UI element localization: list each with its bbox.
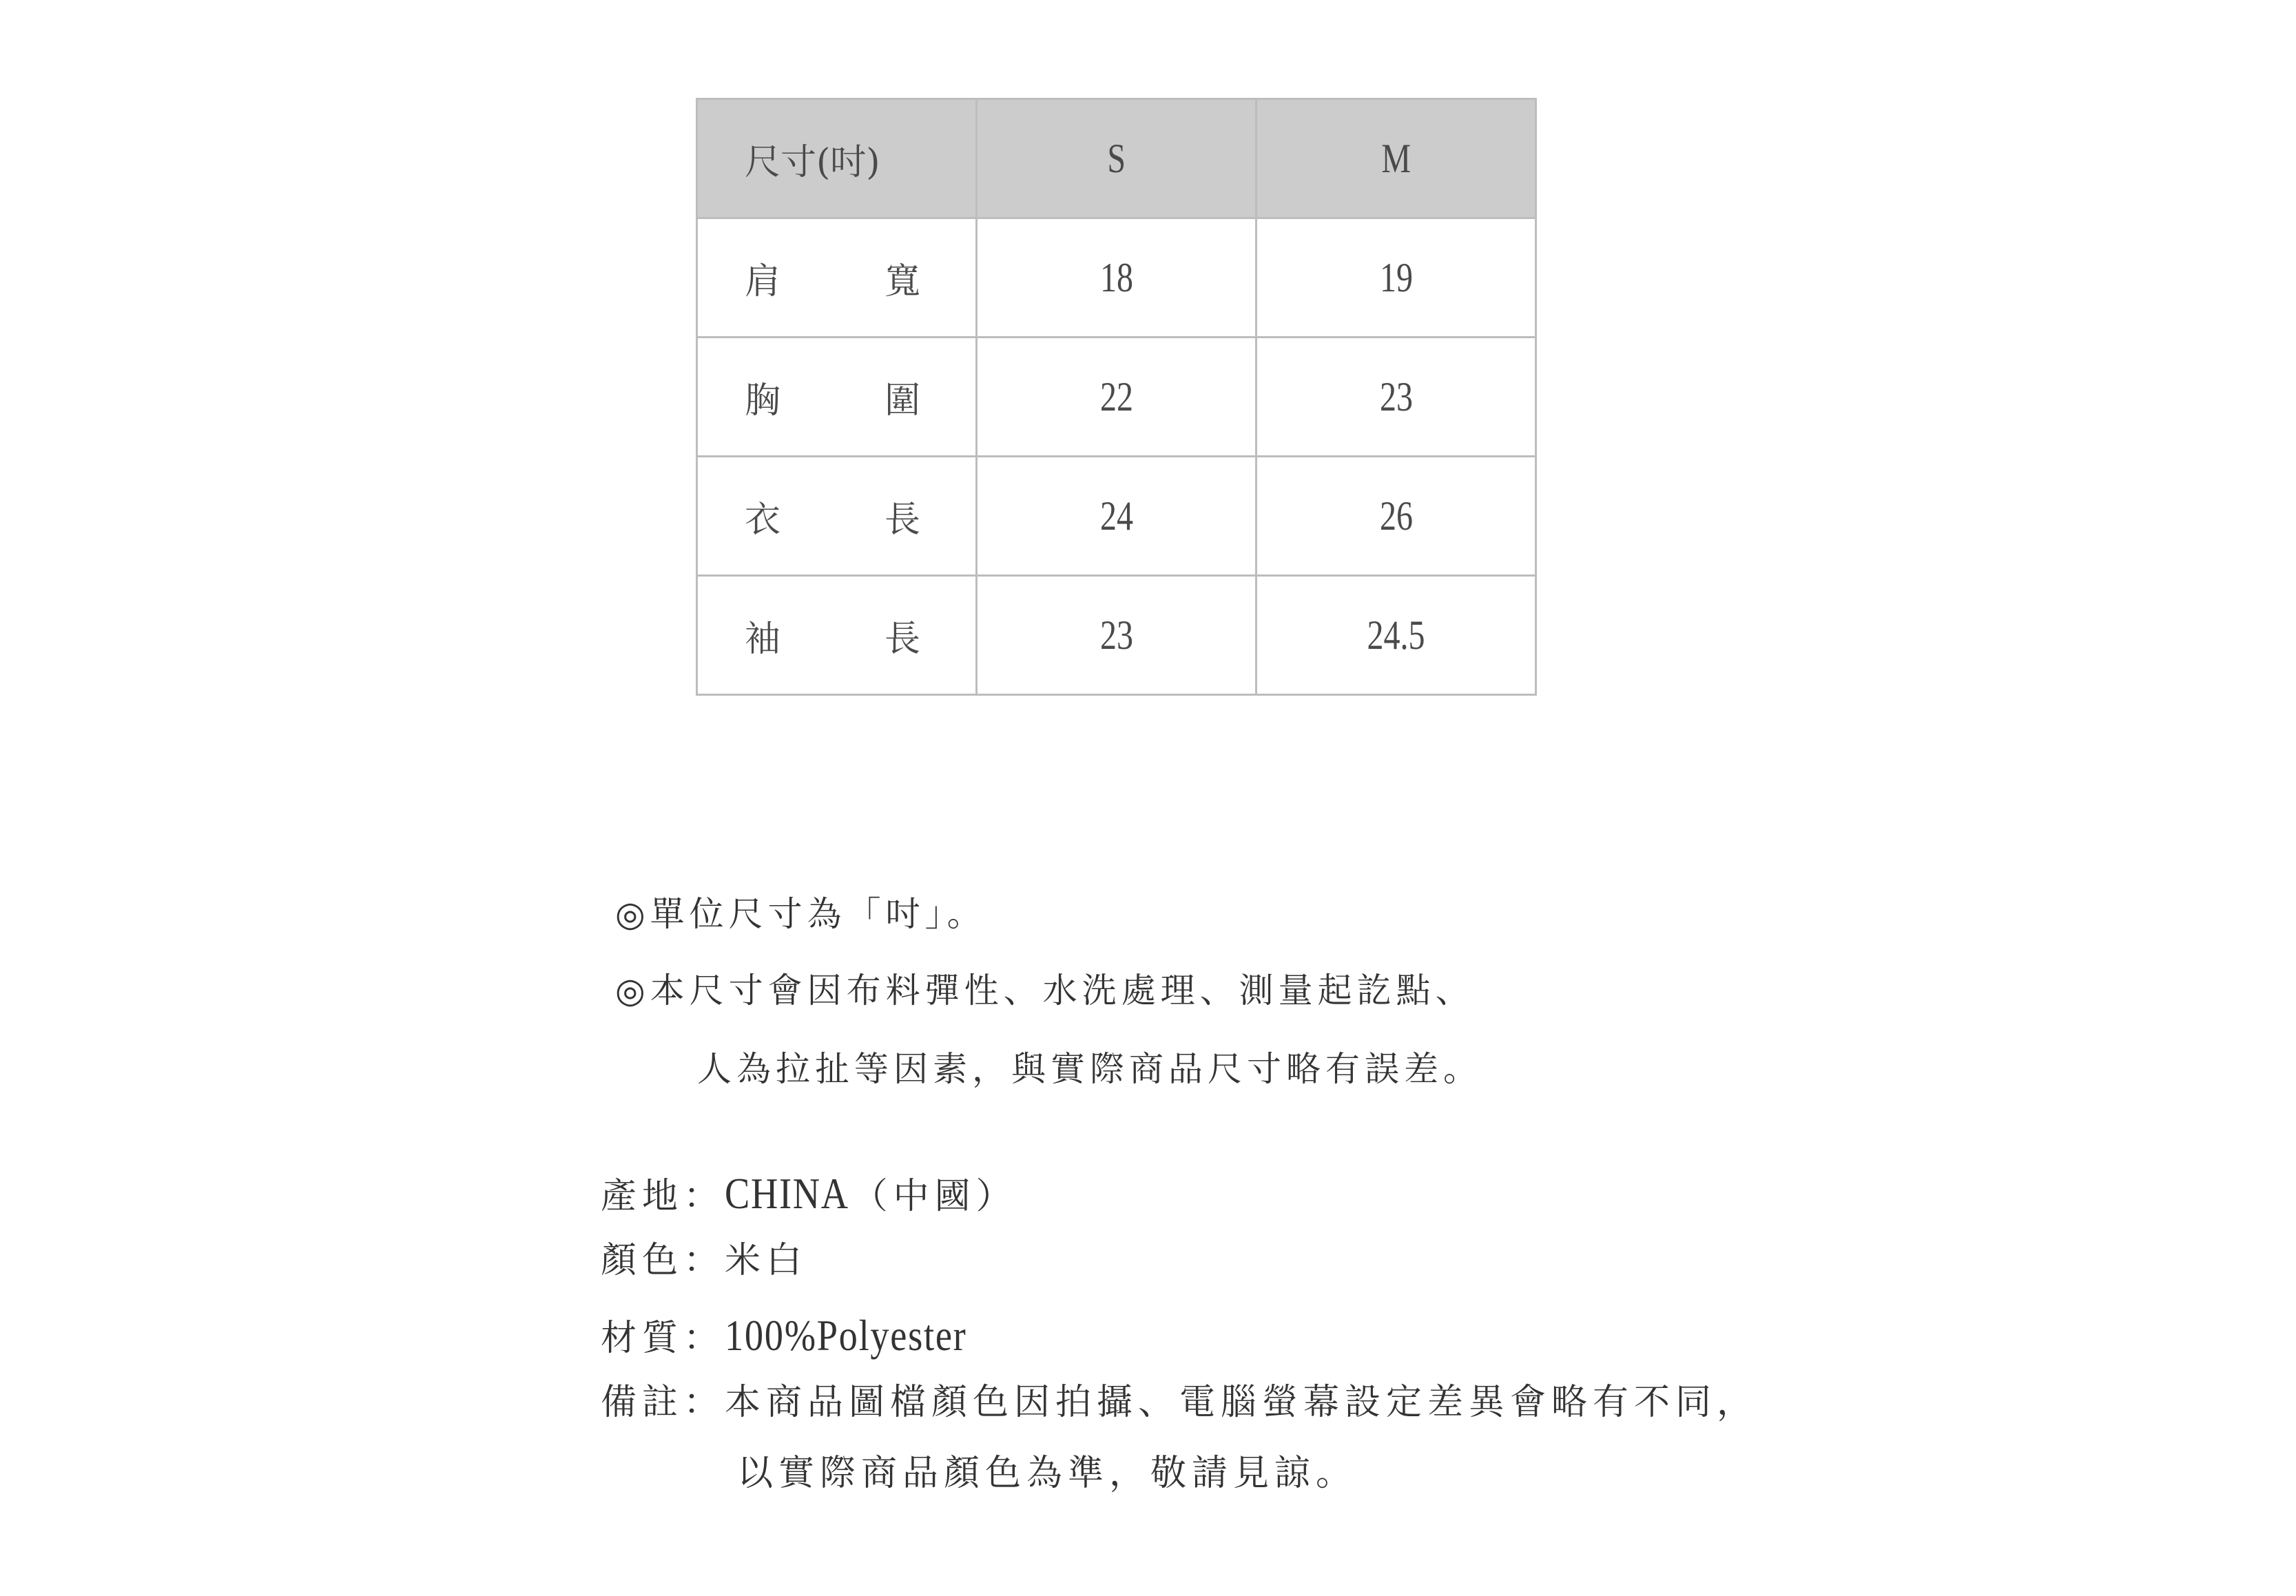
row-label-char: 圍 xyxy=(884,380,920,422)
cell-value: 18 xyxy=(1099,254,1133,300)
spec-material xyxy=(601,1311,1010,1360)
cell-value: 23 xyxy=(1379,373,1413,419)
row-label-char: 胸 xyxy=(745,380,781,422)
cell-m xyxy=(1256,338,1536,457)
table-row xyxy=(697,576,1536,695)
note-tolerance: ◎本尺寸會因布料彈性、水洗處理、測量起訖點、 xyxy=(615,971,1475,1011)
spec-origin-label: 產地： xyxy=(601,1176,725,1217)
cell-value: 19 xyxy=(1379,254,1413,300)
spec-remark-line2: 以實際商品顏色為準，敬請見諒。 xyxy=(737,1453,1358,1494)
header-cell-size-unit xyxy=(697,99,977,218)
note-tolerance-cont: 人為拉扯等因素，與實際商品尺寸略有誤差。 xyxy=(697,1049,1482,1089)
row-label xyxy=(697,218,977,338)
table-row xyxy=(697,457,1536,576)
table-row xyxy=(697,338,1536,457)
table-header-row xyxy=(697,99,1536,218)
spec-color-label: 顏色： xyxy=(601,1240,725,1281)
spec-origin-value: CHINA xyxy=(725,1169,849,1218)
spec-origin-value-zh: （中國） xyxy=(851,1176,1017,1217)
cell-s xyxy=(977,576,1256,695)
header-label: M xyxy=(1381,135,1411,181)
spec-remark-label: 備註： xyxy=(601,1382,725,1423)
spec-origin xyxy=(601,1169,1017,1218)
table-row xyxy=(697,218,1536,338)
header-label: 尺寸(吋) xyxy=(745,141,880,183)
row-label xyxy=(697,338,977,457)
cell-value: 24.5 xyxy=(1367,612,1425,658)
row-label-char: 長 xyxy=(884,499,920,541)
spec-material-label: 材質： xyxy=(601,1318,725,1359)
cell-m xyxy=(1256,457,1536,576)
row-label-char: 肩 xyxy=(745,260,781,302)
cell-value: 26 xyxy=(1379,493,1413,539)
spec-material-value: 100%Polyester xyxy=(725,1311,967,1360)
row-label-char: 長 xyxy=(884,618,920,660)
cell-value: 23 xyxy=(1099,612,1133,658)
cell-s xyxy=(977,338,1256,457)
size-chart-table xyxy=(696,98,1537,696)
spec-remark xyxy=(601,1382,1759,1423)
cell-s xyxy=(977,218,1256,338)
row-label xyxy=(697,576,977,695)
cell-m xyxy=(1256,576,1536,695)
note-unit: ◎單位尺寸為「吋」。 xyxy=(615,894,986,934)
row-label-char: 袖 xyxy=(745,618,781,660)
cell-m xyxy=(1256,218,1536,338)
cell-s xyxy=(977,457,1256,576)
header-cell-s xyxy=(977,99,1256,218)
spec-remark-cont xyxy=(737,1453,1358,1494)
row-label xyxy=(697,457,977,576)
header-cell-m xyxy=(1256,99,1536,218)
spec-color xyxy=(601,1240,808,1281)
row-label-char: 寬 xyxy=(884,260,920,302)
cell-value: 22 xyxy=(1099,373,1133,419)
spec-remark-line1: 本商品圖檔顏色因拍攝、電腦螢幕設定差異會略有不同， xyxy=(725,1382,1759,1423)
cell-value: 24 xyxy=(1099,493,1133,539)
spec-color-value: 米白 xyxy=(725,1240,808,1281)
row-label-char: 衣 xyxy=(745,499,781,541)
header-label: S xyxy=(1107,135,1126,181)
